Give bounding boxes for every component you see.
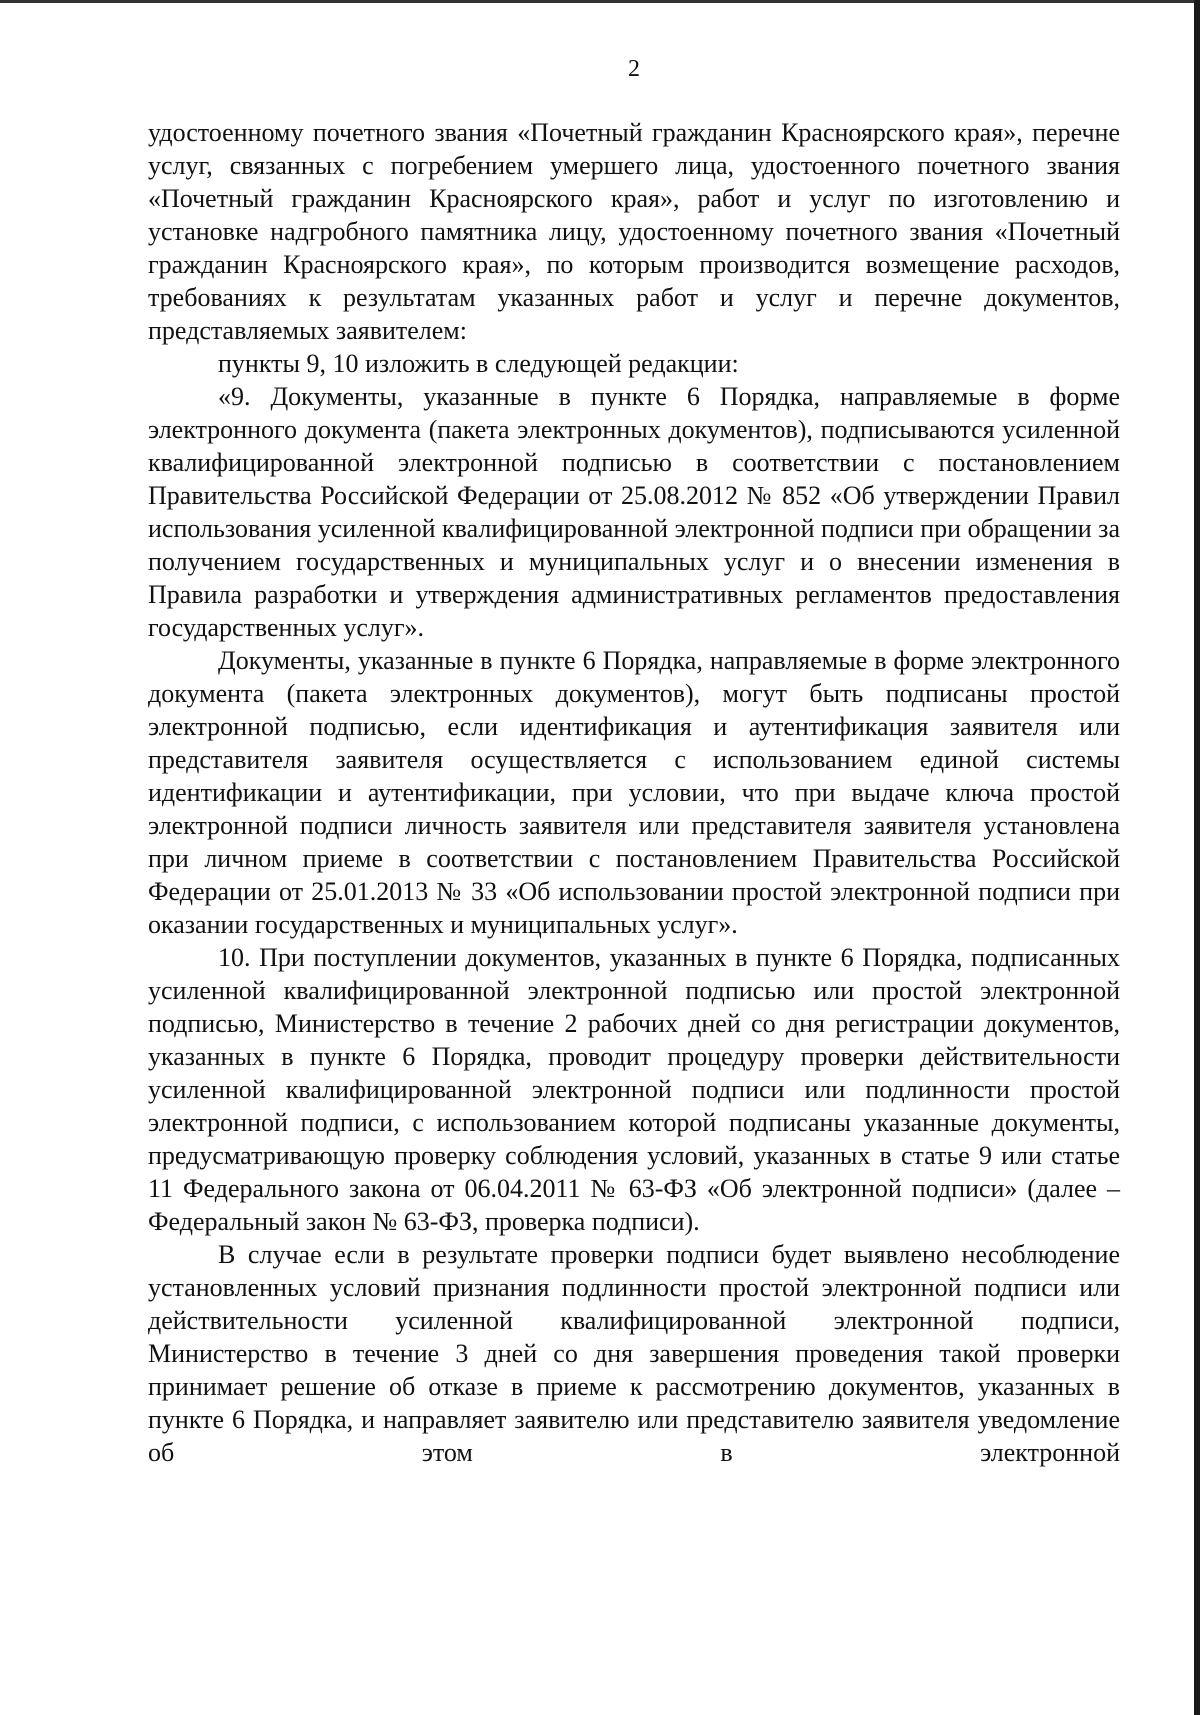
scan-edge-top [0,0,1200,3]
paragraph-point-9: «9. Документы, указанные в пункте 6 Порядка, направляемые в форме электронного документа (пакета электронных документов), подписываются усиленной квалифицированной электронной подписью в соответствии с постановлением Правительства Российской Федерации от 25.08.2012 № 852 «Об утверждении Правил использования усиленной квалифицированной электронной подписи при обращении за получением государственных и муниципальных услуг и о внесении изменения в Правила разработки и утверждения административных регламентов предоставления государственных услуг». [148,382,1120,642]
scan-edge-right [1194,0,1200,1715]
document-body [148,116,1120,1469]
page-number: 2 [628,56,640,82]
paragraph-continuation: удостоенному почетного звания «Почетный гражданин Красноярского края», перечне услуг, связанных с погребением умершего лица, удостоенного почетного звания «Почетный гражданин Красноярского края», работ и услуг по изготовлению и установке надгробного памятника лицу, удостоенному почетного звания «Почетный гражданин Красноярского края», по которым производится возмещение расходов, требованиях к результатам указанных работ и услуг и перечне документов, представляемых заявителем: [148,118,1120,345]
paragraph-point-10: 10. При поступлении документов, указанных в пункте 6 Порядка, подписанных усиленной квалифицированной электронной подписью или простой электронной подписью, Министерство в течение 2 рабочих дней со дня регистрации документов, указанных в пункте 6 Порядка, проводит процедуру проверки действительности усиленной квалифицированной электронной подписи или подлинности простой электронной подписи, с использованием которой подписаны указанные документы, предусматривающую проверку соблюдения условий, указанных в статье 9 или статье 11 Федерального закона от 06.04.2011 № 63-ФЗ «Об электронной подписи» (далее – Федеральный закон № 63-ФЗ, проверка подписи). [148,943,1120,1236]
paragraph-amendment-intro: пункты 9, 10 изложить в следующей редакции: [218,349,739,378]
paragraph-verification-failure: В случае если в результате проверки подписи будет выявлено несоблюдение установленных условий признания подлинности простой электронной подписи или действительности усиленной квалифицированной электронной подписи, Министерство в течение 3 дней со дня завершения проведения такой проверки принимает решение об отказе в приеме к рассмотрению документов, указанных в пункте 6 Порядка, и направляет заявителю или представителю заявителя уведомление об этом в электронной [148,1240,1120,1467]
paragraph-simple-signature: Документы, указанные в пункте 6 Порядка, направляемые в форме электронного документа (пакета электронных документов), могут быть подписаны простой электронной подписью, если идентификация и аутентификация заявителя или представителя заявителя осуществляется с использованием единой системы идентификации и аутентификации, при условии, что при выдаче ключа простой электронной подписи личность заявителя или представителя заявителя установлена при личном приеме в соответствии с постановлением Правительства Российской Федерации от 25.01.2013 № 33 «Об использовании простой электронной подписи при оказании государственных и муниципальных услуг». [148,646,1120,939]
